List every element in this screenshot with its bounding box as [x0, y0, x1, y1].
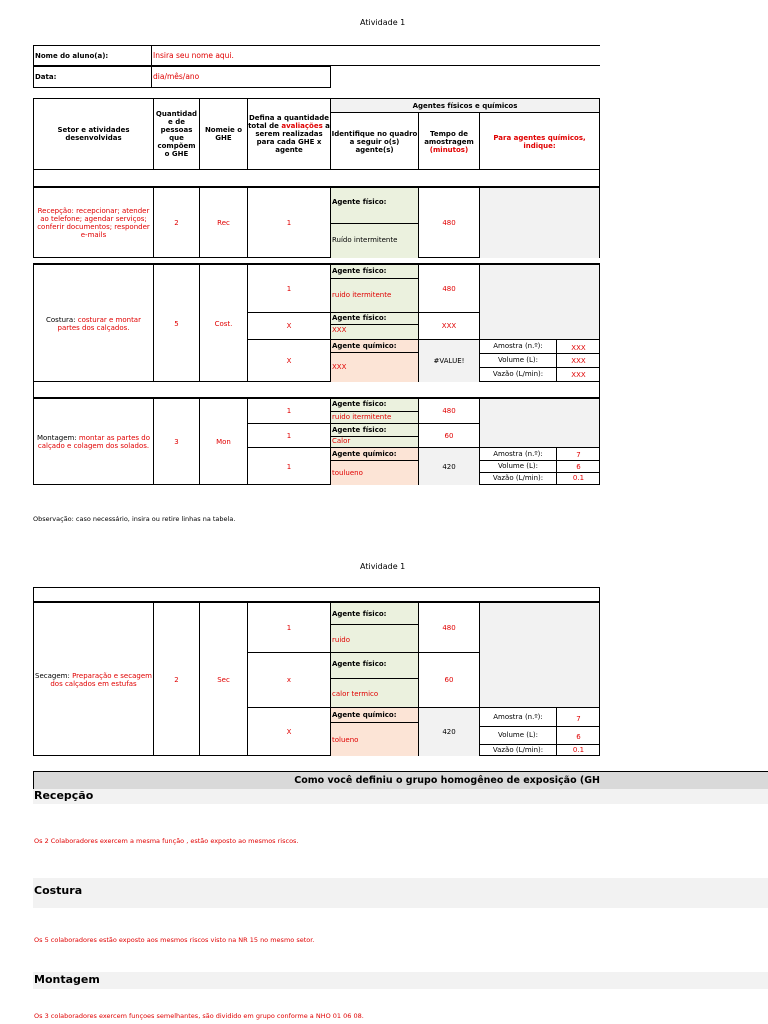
setor-costura	[35, 265, 152, 382]
tempo-costura-2: XXX	[441, 322, 457, 330]
tempo-montagem-3: 420	[442, 462, 456, 471]
volume-label: Volume (L):	[498, 356, 538, 364]
agente-fisico-label: Agente físico:	[332, 198, 387, 206]
date-label: Data:	[35, 72, 57, 81]
col-defina-text-a: Defina a quantidade total de	[248, 114, 329, 130]
divider	[331, 460, 418, 461]
agente-secagem-1: ruido	[332, 636, 350, 644]
agente-secagem-3: tolueno	[332, 736, 359, 744]
aval-secagem-1: 1	[286, 623, 292, 632]
col-quimicos: Para agentes químicos, indique:	[493, 133, 586, 150]
spacer-row	[33, 587, 600, 602]
aval-costura-1: 1	[286, 284, 292, 293]
col-defina	[248, 99, 330, 169]
divider	[480, 744, 600, 745]
volume-montagem: 6	[576, 463, 581, 471]
ghe-recepcao: Rec	[217, 219, 230, 227]
setor-costura-activity: costurar e montar partes dos calçados.	[57, 315, 141, 332]
agente-montagem-2: Calor	[332, 437, 351, 445]
vazao-label: Vazão (L/min):	[492, 474, 544, 482]
section-title-costura: Costura	[34, 884, 83, 897]
page-title-2: Atividade 1	[360, 562, 406, 571]
quimico-cell-bg	[480, 265, 599, 339]
col-quantidade: Quantidad e de pessoas que compõem o GHE	[155, 110, 198, 158]
setor-secagem-activity: Preparação e secagem dos calçados em estufas	[50, 671, 152, 688]
volume-label: Volume (L):	[498, 731, 538, 739]
agente-fisico-label: Agente físico:	[332, 400, 387, 408]
divider	[480, 472, 600, 473]
qtd-montagem: 3	[174, 438, 179, 446]
col-agentes: Agentes físicos e químicos	[412, 101, 518, 110]
col-nomeie: Nomeie o GHE	[204, 126, 243, 142]
agente-costura-3: XXX	[332, 363, 347, 371]
aval-montagem-1: 1	[286, 407, 292, 415]
ghe-secagem: Sec	[217, 675, 230, 684]
amostra-costura: XXX	[571, 344, 586, 352]
divider	[480, 353, 600, 354]
agente-quimico-label: Agente químico:	[332, 342, 397, 350]
vazao-montagem: 0.1	[572, 474, 585, 482]
divider	[331, 722, 418, 723]
quimico-cell-bg	[480, 603, 599, 707]
section-text-costura: Os 5 colaboradores estão exposto aos mesmos riscos visto na NR 15 no mesmo setor.	[34, 936, 315, 944]
vazao-label: Vazão (L/min):	[492, 746, 544, 754]
volume-label: Volume (L):	[498, 462, 538, 470]
col-defina-text-red: avaliações	[281, 122, 323, 130]
divider	[331, 352, 418, 353]
divider	[331, 278, 418, 279]
qtd-secagem: 2	[174, 675, 179, 684]
amostra-label: Amostra (n.º):	[493, 713, 543, 721]
aval-montagem-3: 1	[286, 462, 292, 471]
vazao-label: Vazão (L/min):	[492, 370, 544, 378]
aval-costura-3: X	[286, 357, 292, 365]
amostra-label: Amostra (n.º):	[493, 342, 543, 350]
aval-costura-2: X	[286, 322, 292, 330]
section-text-recepcao: Os 2 Colaboradores exercem a mesma função , estão exposto ao mesmos riscos.	[34, 837, 299, 845]
divider	[331, 678, 418, 679]
observacao-note: Observação: caso necessário, insira ou retire linhas na tabela.	[33, 515, 236, 523]
setor-secagem-name: Secagem:	[35, 671, 73, 680]
setor-recepcao: Recepção: recepcionar; atender ao telefone; agendar serviços; conferir documentos; responder e-mails	[37, 207, 150, 239]
aval-recepcao: 1	[286, 219, 292, 227]
agente-fisico-label: Agente físico:	[332, 610, 387, 618]
qtd-recepcao: 2	[174, 219, 179, 227]
col-setor: Setor e atividades desenvolvidas	[57, 126, 130, 142]
agente-fisico-label: Agente físico:	[332, 267, 387, 275]
amostra-montagem: 7	[576, 451, 581, 459]
student-name-label: Nome do aluno(a):	[35, 51, 109, 60]
section-text-montagem: Os 3 colaboradores exercem funçoes semelhantes, são dividido em grupo conforme a NHO 01 06 08.	[34, 1012, 364, 1020]
agente-quimico-label: Agente químico:	[332, 450, 397, 458]
agente-costura-1: ruido itermitente	[332, 291, 392, 299]
tempo-secagem-2: 60	[444, 676, 454, 684]
volume-costura: XXX	[571, 357, 586, 365]
ghe-montagem: Mon	[216, 438, 231, 446]
section-title-montagem: Montagem	[34, 973, 100, 986]
tempo-secagem-1: 480	[442, 623, 456, 632]
amostra-label: Amostra (n.º):	[493, 450, 543, 458]
agente-montagem-3: toulueno	[332, 469, 363, 477]
date-field[interactable]: dia/mês/ano	[153, 71, 200, 81]
definition-header: Como você definiu o grupo homogêneo de exposição (GH	[294, 775, 600, 786]
section-title-recepcao: Recepção	[34, 789, 94, 802]
section-bar	[33, 878, 768, 908]
col-tempo	[419, 113, 479, 170]
divider	[480, 726, 600, 727]
setor-montagem	[35, 399, 152, 485]
quimico-cell-bg	[480, 399, 599, 447]
tempo-secagem-3: 420	[442, 728, 456, 736]
qtd-costura: 5	[174, 319, 179, 328]
divider	[331, 223, 418, 224]
agente-recepcao: Ruído intermitente	[332, 236, 398, 244]
aval-secagem-3: X	[286, 728, 292, 736]
tempo-montagem-1: 480	[442, 407, 456, 415]
quimico-cell-bg	[480, 188, 599, 258]
student-name-row	[33, 45, 600, 66]
spacer-row	[33, 382, 600, 397]
agente-fisico-label: Agente físico:	[332, 426, 387, 434]
aval-montagem-2: 1	[286, 431, 292, 440]
agente-fisico-label: Agente físico:	[332, 660, 387, 668]
divider	[331, 324, 418, 325]
agente-secagem-2: calor termico	[332, 690, 379, 698]
agente-costura-2: XXX	[332, 326, 347, 334]
divider	[331, 624, 418, 625]
divider	[480, 460, 600, 461]
vazao-secagem: 0.1	[572, 746, 585, 754]
ghe-costura: Cost.	[214, 319, 233, 328]
divider	[480, 367, 600, 368]
amostra-secagem: 7	[576, 715, 581, 723]
setor-secagem	[35, 603, 152, 756]
section-bar	[33, 789, 768, 804]
agente-montagem-1: ruido itermitente	[332, 413, 392, 421]
tempo-costura-1: 480	[442, 284, 456, 293]
col-defina-text-b: a serem realizadas para cada GHE x agente	[255, 122, 330, 154]
col-identifique: Identifique no quadro a seguir o(s) agente(s)	[331, 129, 418, 154]
spacer-row	[33, 170, 600, 187]
agente-fisico-label: Agente físico:	[332, 314, 387, 322]
divider	[331, 411, 418, 412]
divider	[151, 66, 152, 88]
setor-montagem-activity: montar as partes do calçado e colagem dos solados.	[37, 434, 151, 450]
vazao-costura: XXX	[571, 371, 586, 379]
col-tempo-unit: (minutos)	[429, 145, 469, 154]
section-bar	[33, 972, 768, 989]
setor-montagem-name: Montagem:	[36, 434, 79, 442]
divider	[151, 45, 152, 66]
col-tempo-text: Tempo de amostragem	[424, 129, 474, 146]
setor-costura-name: Costura:	[46, 315, 78, 324]
student-name-field[interactable]: Insira seu nome aqui.	[153, 50, 234, 60]
page-title: Atividade 1	[360, 18, 406, 27]
agente-quimico-label: Agente químico:	[332, 711, 397, 719]
tempo-costura-3: #VALUE!	[433, 357, 465, 365]
tempo-montagem-2: 60	[444, 431, 454, 440]
volume-secagem: 6	[576, 733, 581, 741]
tempo-recepcao: 480	[442, 219, 456, 227]
aval-secagem-2: x	[286, 676, 292, 684]
